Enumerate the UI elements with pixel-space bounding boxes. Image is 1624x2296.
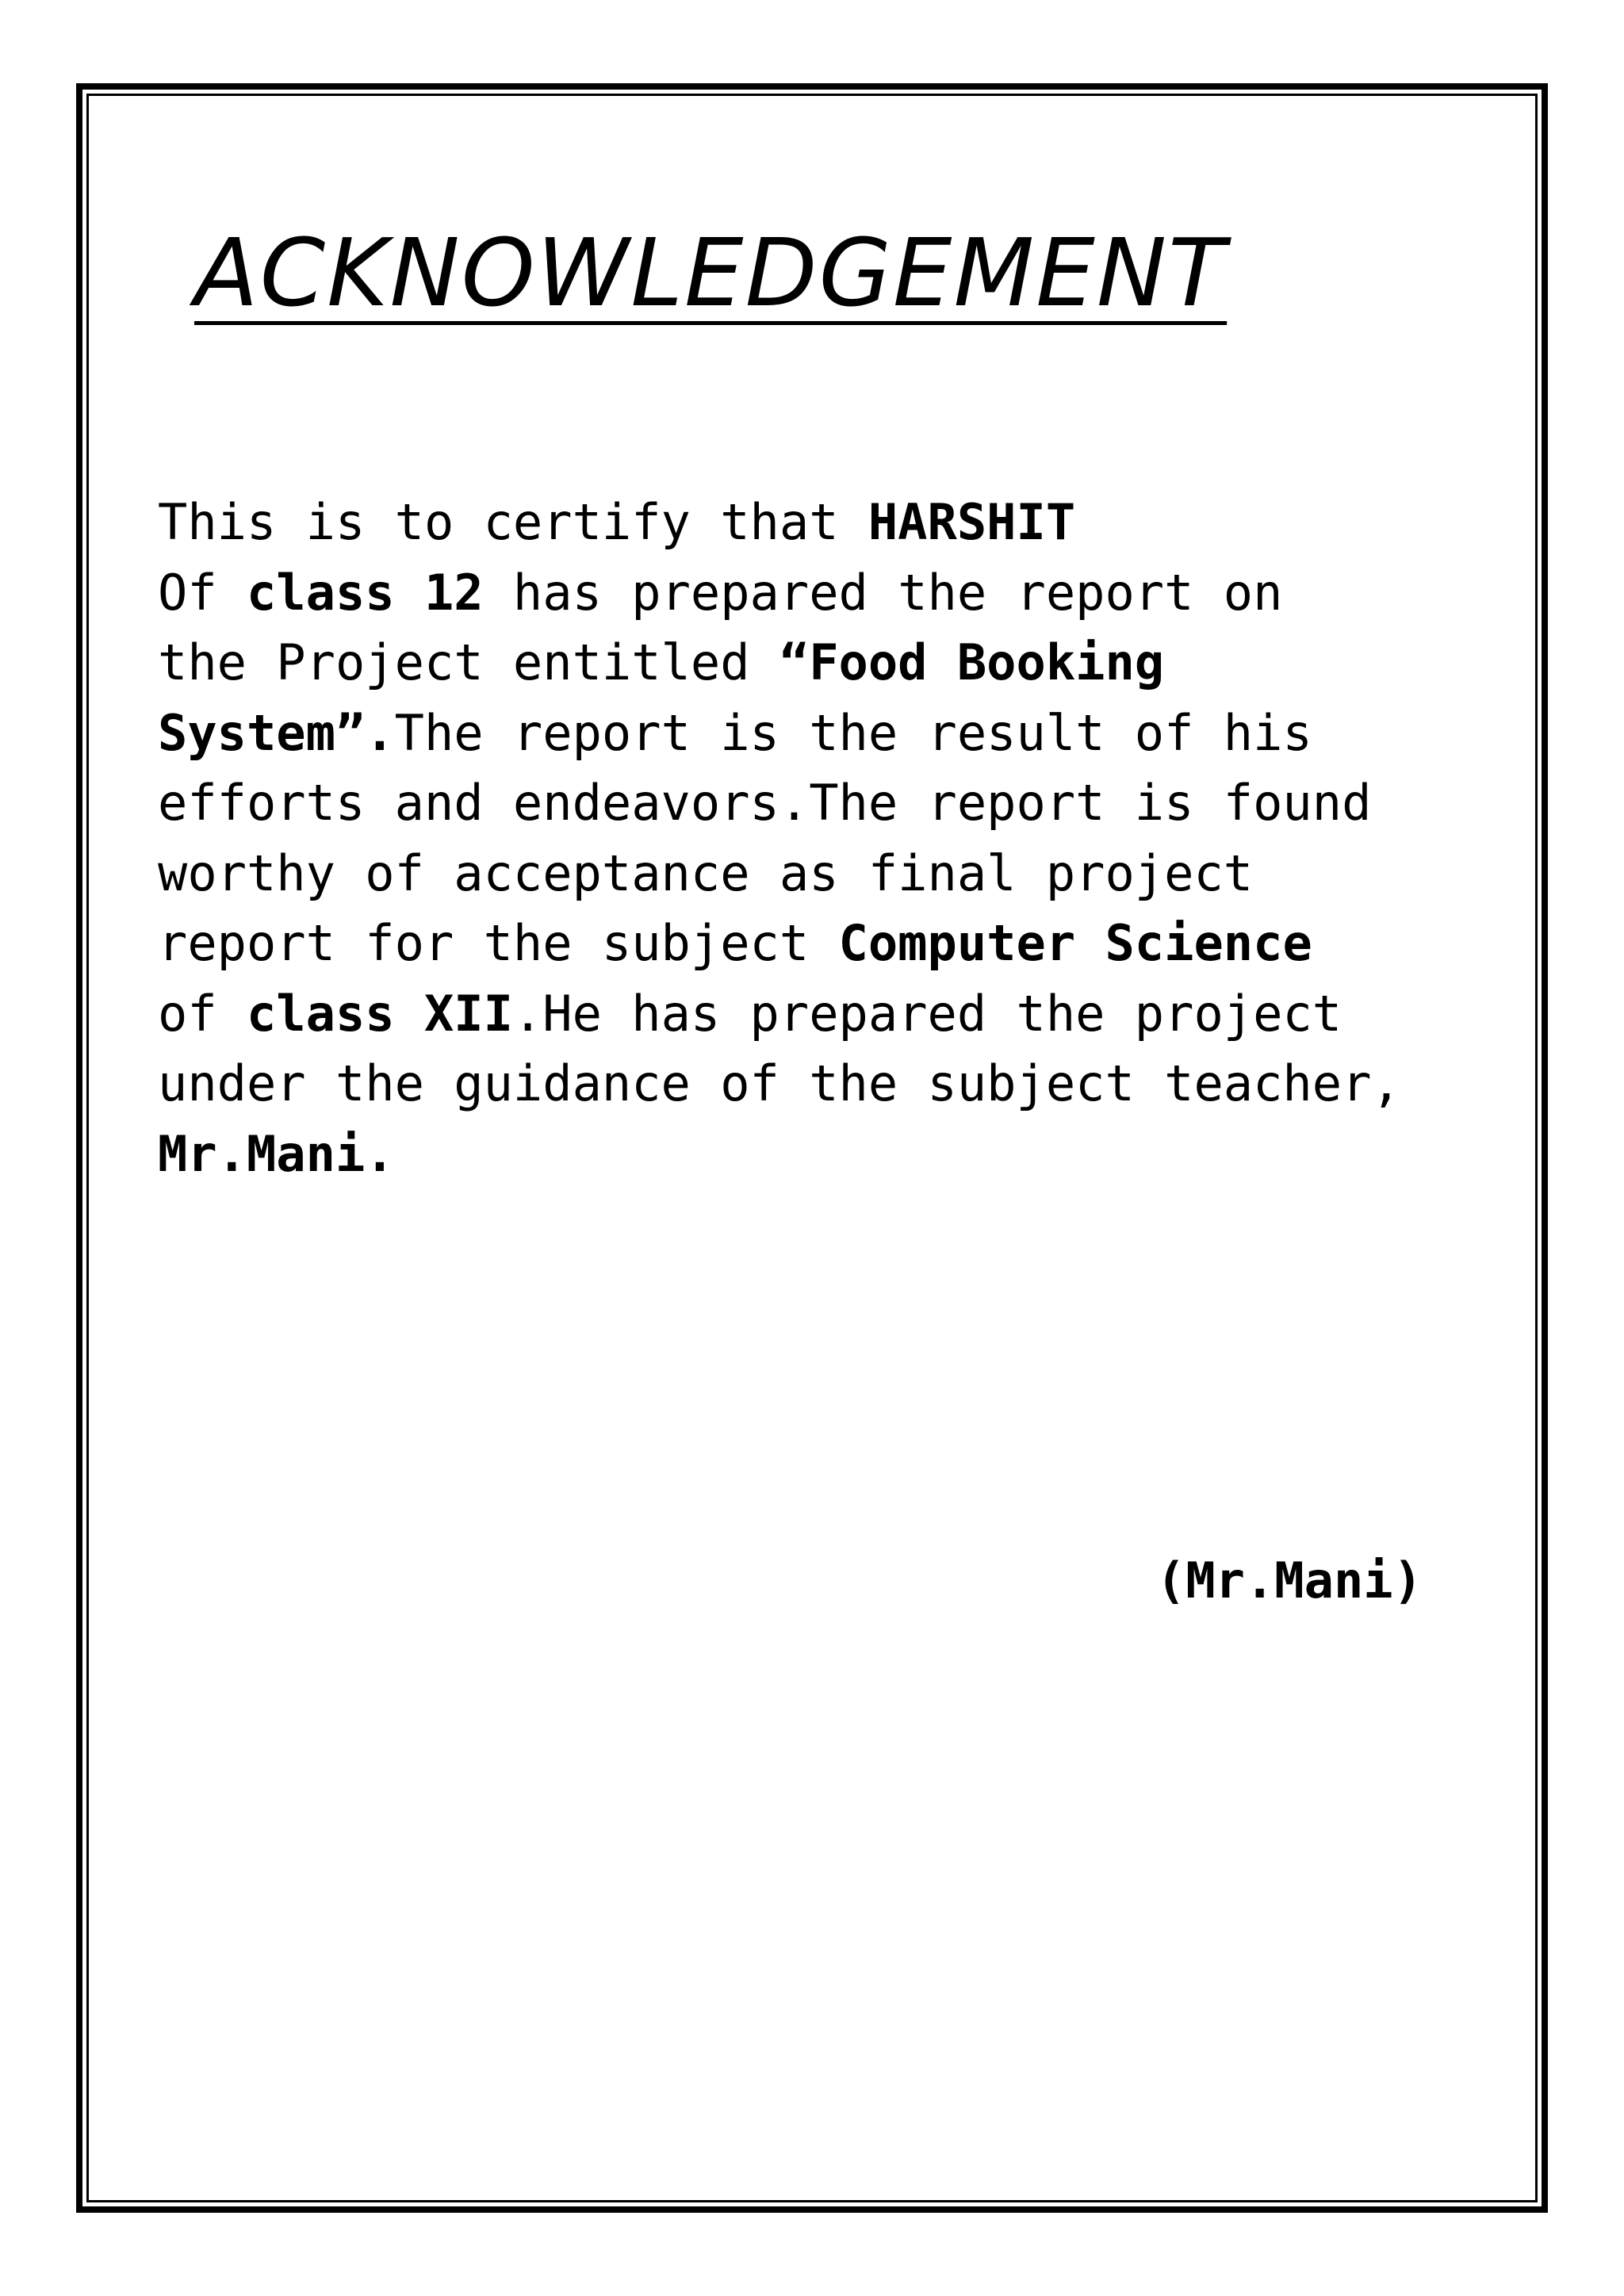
class-roman: class XII: [246, 984, 513, 1043]
certificate-body: [158, 488, 1553, 1189]
body-text-segment: worthy of acceptance as final project: [158, 844, 1254, 902]
body-text-segment: The report is the result of his: [394, 703, 1312, 762]
body-text-segment: .He has prepared the project: [512, 984, 1342, 1043]
class-label: class 12: [246, 563, 484, 622]
page-title: ACKNOWLEDGEMENT: [194, 218, 1228, 327]
body-line-10: [158, 1119, 1553, 1190]
body-line-8: [158, 979, 1553, 1050]
project-title-end: System”.: [158, 703, 395, 762]
body-text-segment: has prepared the report on: [483, 563, 1283, 622]
subject-name: Computer Science: [838, 914, 1312, 972]
body-line-5: [158, 768, 1553, 839]
body-line-3: [158, 628, 1553, 698]
body-line-4: [158, 698, 1553, 769]
signature-name: (Mr.Mani): [1156, 1552, 1423, 1609]
body-text-segment: report for the subject: [158, 914, 839, 972]
body-text-segment: the Project entitled: [158, 633, 779, 691]
body-line-1: [158, 488, 1553, 558]
body-line-9: [158, 1049, 1553, 1119]
teacher-name: Mr.Mani.: [158, 1124, 395, 1183]
body-text-segment: This is to certify that: [158, 493, 868, 551]
body-text-segment: Of: [158, 563, 247, 622]
body-text-segment: under the guidance of the subject teacher,: [158, 1054, 1401, 1112]
body-text-segment: of: [158, 984, 247, 1043]
body-line-7: [158, 909, 1553, 979]
body-line-2: [158, 558, 1553, 629]
project-title: “Food Booking: [779, 633, 1165, 691]
body-line-6: [158, 839, 1553, 909]
student-name: HARSHIT: [868, 493, 1076, 551]
body-text-segment: efforts and endeavors.The report is found: [158, 774, 1372, 832]
